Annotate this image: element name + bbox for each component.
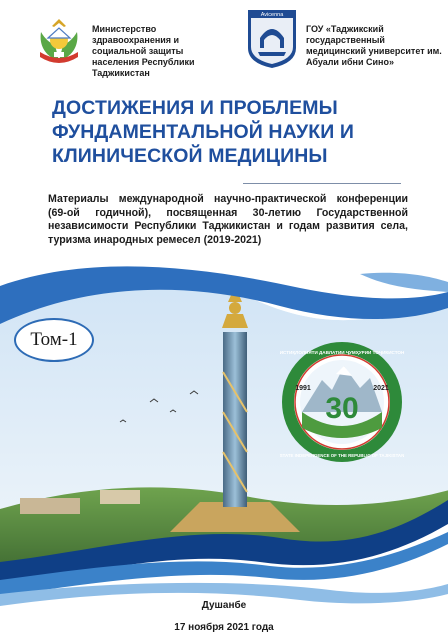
state-emblem-icon <box>36 14 82 64</box>
seal-year-end: 2021 <box>373 385 389 392</box>
publication-date: 17 ноября 2021 года <box>174 622 274 633</box>
university-logo-icon <box>246 8 298 70</box>
cover-illustration <box>0 262 448 640</box>
university-name: ГОУ «Таджикский государственный медицинский университет им. Абуали ибни Сино» <box>306 24 442 67</box>
volume-badge: Том-1 <box>16 320 92 360</box>
document-title: ДОСТИЖЕНИЯ И ПРОБЛЕМЫ ФУНДАМЕНТАЛЬНОЙ НАУКИ И КЛИНИЧЕСКОЙ МЕДИЦИНЫ <box>52 97 355 167</box>
seal-ring-bottom: STATE INDEPENDENCE OF THE REPUBLIC OF TAJIKISTAN <box>279 453 405 458</box>
conference-description: Материалы международной научно-практической конференции (69-ой годичной), посвященная 30-летию Государственной независимости Республики Таджикистан и годам развития села, туризма инародных ремесел (2019-2021) <box>48 193 408 246</box>
header <box>0 0 448 80</box>
seal-number: 30 <box>325 392 359 425</box>
title-divider <box>243 183 401 184</box>
seal-ring-top: ИСТИҚЛОЛИЯТИ ДАВЛАТИИ ҶУМҲУРИИ ТОҶИКИСТОН <box>279 350 405 355</box>
seal-year-start: 1991 <box>295 385 311 392</box>
university-logo-text: Avicenna <box>260 12 284 18</box>
publication-city: Душанбе <box>201 600 247 611</box>
ministry-name: Министерство здравоохранения и социальной защиты населения Республики Таджикистан <box>92 24 195 78</box>
